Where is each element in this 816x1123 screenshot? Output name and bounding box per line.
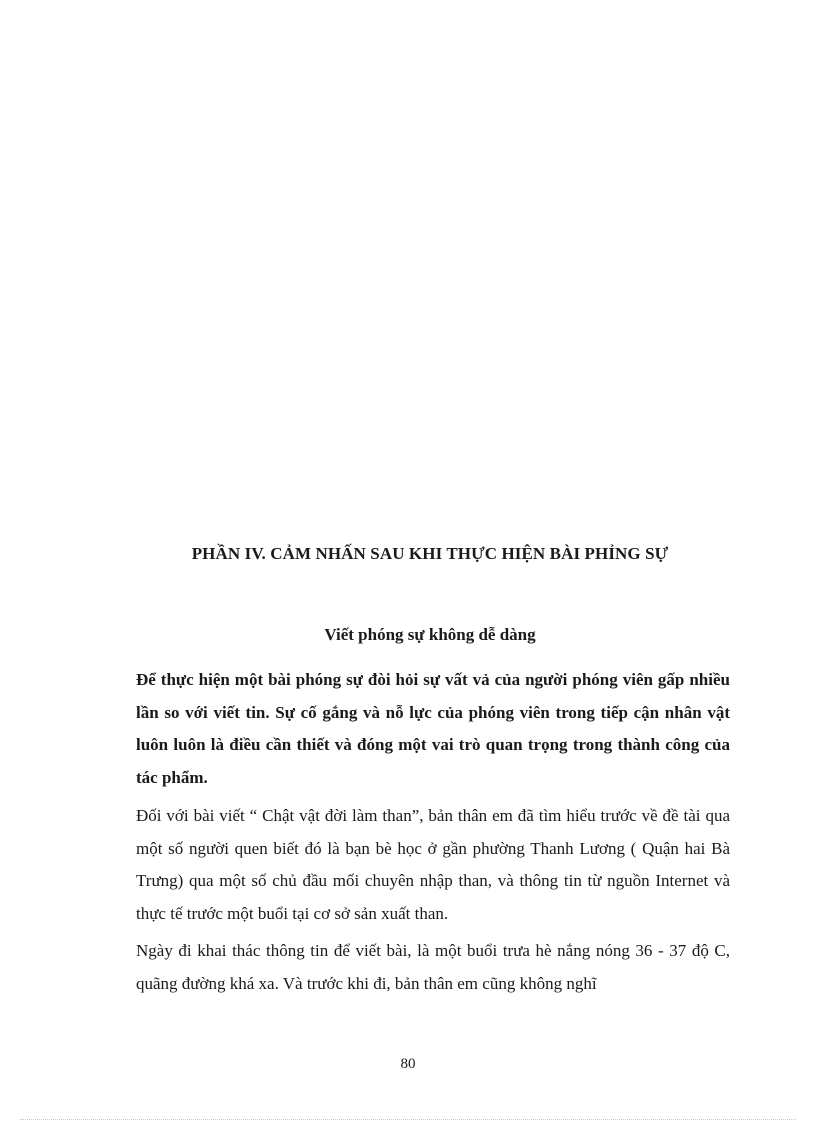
body-paragraph-2: Ngày đi khai thác thông tin để viết bài, là một buổi trưa hè nắng nóng 36 - 37 độ C, quãng đường khá xa. Và trước khi đi, bản thân em cũng không nghĩ: [136, 941, 730, 993]
section-heading: PHẦN IV. CẢM NHẤN SAU KHI THỰC HIỆN BÀI PHỈNG SỰ: [191, 544, 669, 563]
lead-paragraph: Để thực hiện một bài phóng sự đòi hỏi sự vất vả của người phóng viên gấp nhiều lần so với viết tin. Sự cố gắng và nỗ lực của phóng viên trong tiếp cận nhân vật luôn luôn là điều cần thiết và đóng một vai trò quan trọng trong thành công của tác phẩm.: [136, 670, 730, 787]
body-paragraph-1: Đối với bài viết “ Chật vật đời làm than”, bản thân em đã tìm hiểu trước về đề tài qua một số người quen biết đó là bạn bè học ở gần phường Thanh Lương ( Quận hai Bà Trưng) qua một số chủ đầu mối chuyên nhập than, và thông tin từ nguồn Internet và thực tế trước một buổi tại cơ sở sản xuất than.: [136, 806, 730, 923]
section-subtitle: Viết phóng sự không dễ dàng: [324, 625, 536, 644]
page-bottom-divider: [20, 1119, 796, 1120]
page-number: 80: [400, 1056, 416, 1072]
